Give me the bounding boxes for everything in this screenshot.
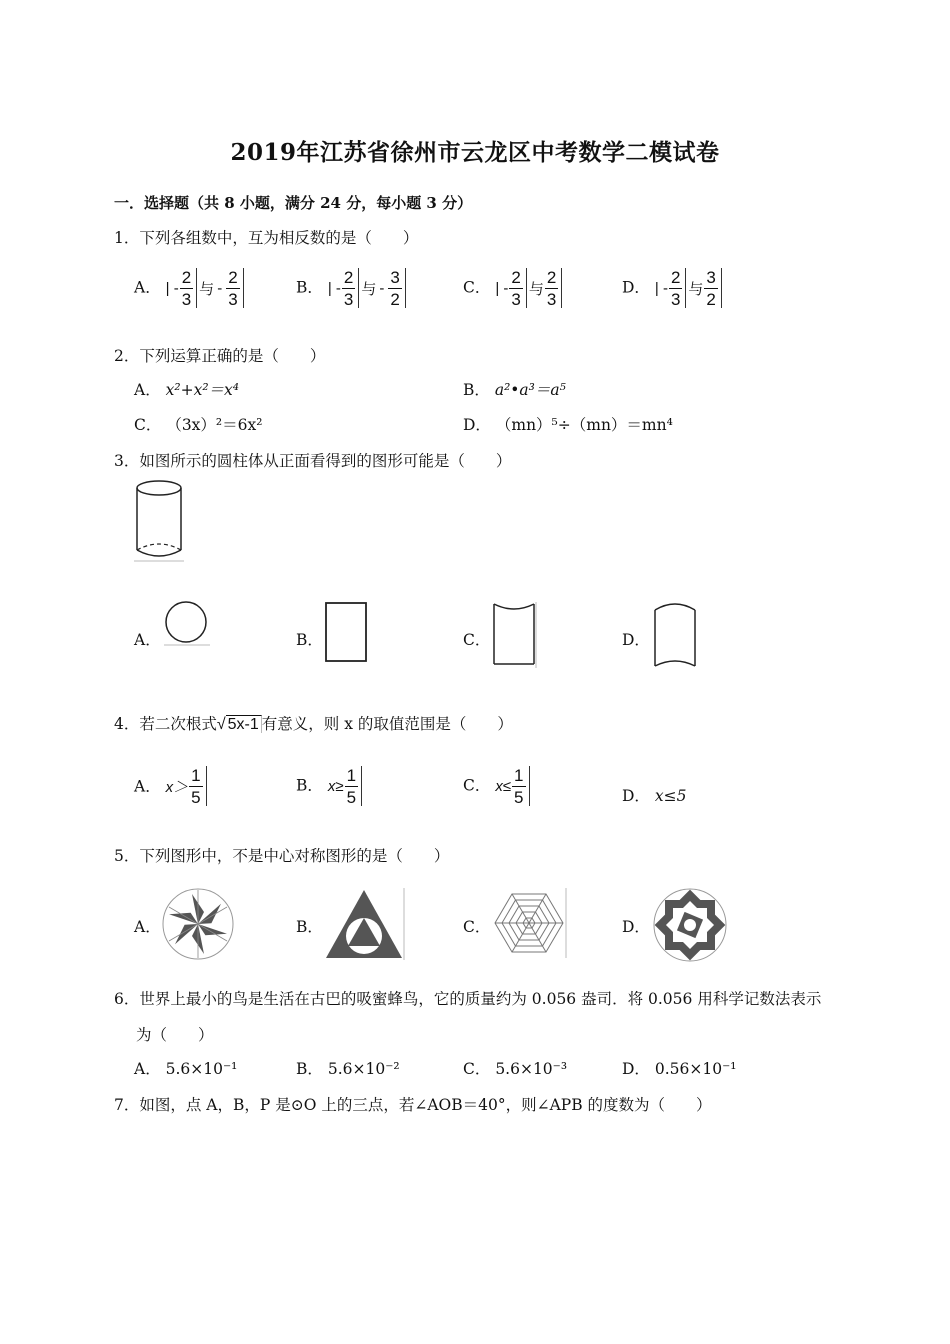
numerator: 3 xyxy=(706,267,716,287)
option-label: B． xyxy=(463,381,490,399)
question-2-stem: 2．下列运算正确的是（ ） xyxy=(114,347,326,365)
q2-option-a[interactable] xyxy=(134,378,239,400)
option-text: a²•a³＝a⁵ xyxy=(494,381,566,399)
denominator: 3 xyxy=(546,289,557,309)
question-6-stem-line1: 6．世界上最小的鸟是生活在古巴的吸蜜蜂鸟，它的质量约为 0.056 盎司．将 0.056 用科学记数法表示 xyxy=(114,990,822,1008)
option-label: D． xyxy=(622,278,650,297)
abs-bar xyxy=(526,268,527,308)
option-label: A． xyxy=(134,777,161,796)
abs-bar xyxy=(685,268,686,308)
option-label: D． xyxy=(622,787,650,805)
curved-bottom-shape xyxy=(490,600,540,670)
section-heading: 一．选择题（共 8 小题，满分 24 分，每小题 3 分） xyxy=(114,194,473,212)
relation: x＞ xyxy=(165,778,189,796)
rectangle-shape xyxy=(322,600,370,664)
option-label: C． xyxy=(463,918,491,936)
q4-option-d[interactable] xyxy=(622,784,686,806)
numerator: 2 xyxy=(228,267,238,287)
option-label: A． xyxy=(134,278,161,297)
abs-prefix: | - xyxy=(495,279,509,297)
fraction xyxy=(545,269,558,308)
q6-option-b[interactable] xyxy=(296,1057,400,1079)
frac-border xyxy=(529,766,530,806)
connector: 与 xyxy=(361,280,377,298)
denominator: 3 xyxy=(670,289,681,309)
q5-option-b[interactable] xyxy=(296,915,323,937)
q6-option-c[interactable] xyxy=(463,1057,567,1079)
stem-pre: 4．若二次根式 xyxy=(114,715,217,733)
radicand: 5x-1 xyxy=(226,715,262,733)
frac-border xyxy=(561,268,562,308)
option-text: 0.56×10⁻¹ xyxy=(654,1060,737,1078)
option-label: D． xyxy=(463,416,491,434)
q1-option-c[interactable] xyxy=(463,268,564,308)
q3-option-b[interactable] xyxy=(296,628,323,650)
option-label: B． xyxy=(296,278,323,297)
relation: x≤ xyxy=(495,777,512,795)
arched-shape xyxy=(651,600,701,670)
fraction xyxy=(512,767,525,806)
frac-border xyxy=(243,268,244,308)
option-text: （3x）²＝6x² xyxy=(166,416,263,434)
q3-option-a[interactable] xyxy=(134,628,161,650)
option-label: A． xyxy=(134,631,161,649)
denominator: 3 xyxy=(511,289,521,309)
abs-bar xyxy=(358,268,359,308)
option-label: D． xyxy=(622,631,650,649)
q4-option-c[interactable] xyxy=(463,766,532,806)
denominator: 3 xyxy=(228,289,238,309)
numerator: 2 xyxy=(343,267,354,287)
question-3-stem: 3．如图所示的圆柱体从正面看得到的图形可能是（ ） xyxy=(114,452,512,470)
frac-border xyxy=(721,268,722,308)
fraction xyxy=(342,269,355,308)
q5-option-c[interactable] xyxy=(463,915,490,937)
q4-option-a[interactable] xyxy=(134,766,209,806)
numerator: 3 xyxy=(390,267,400,287)
relation: x≥ xyxy=(327,777,344,795)
q3-option-d[interactable] xyxy=(622,628,650,650)
q2-option-c[interactable] xyxy=(134,413,262,435)
option-text: x²+x²＝x⁴ xyxy=(165,381,239,399)
hexagon-web-figure xyxy=(490,886,568,960)
q2-option-b[interactable] xyxy=(463,378,566,400)
fraction xyxy=(189,767,202,806)
option-label: B． xyxy=(296,1060,323,1078)
q1-option-a[interactable] xyxy=(134,268,246,308)
option-label: C． xyxy=(134,416,162,434)
numerator: 1 xyxy=(514,765,524,785)
q6-option-a[interactable] xyxy=(134,1057,237,1079)
numerator: 1 xyxy=(191,765,201,785)
option-text: （mn）⁵÷（mn）＝mn⁴ xyxy=(495,416,673,434)
stem-post: 有意义，则 x 的取值范围是（ ） xyxy=(261,715,513,733)
abs-prefix: | - xyxy=(654,279,668,297)
circle-shape xyxy=(162,600,210,646)
option-label: C． xyxy=(463,1060,491,1078)
denominator: 2 xyxy=(706,289,716,309)
option-label: C． xyxy=(463,278,491,297)
question-6-stem-line2: 为（ ） xyxy=(136,1026,214,1044)
option-label: A． xyxy=(134,918,161,936)
numerator: 1 xyxy=(346,765,357,785)
denominator: 5 xyxy=(514,787,524,807)
option-label: A． xyxy=(134,381,161,399)
numerator: 2 xyxy=(511,267,521,287)
option-label: B． xyxy=(296,776,323,795)
denominator: 3 xyxy=(181,289,192,309)
abs-bar xyxy=(196,268,197,308)
minus-sign: - xyxy=(217,279,223,297)
pinwheel-star-figure xyxy=(160,886,236,962)
cylinder-figure xyxy=(134,478,184,562)
denominator: 3 xyxy=(343,289,354,309)
option-text: 5.6×10⁻³ xyxy=(495,1060,568,1078)
q3-option-c[interactable] xyxy=(463,628,490,650)
option-label: B． xyxy=(296,918,323,936)
fraction xyxy=(388,269,401,308)
numerator: 2 xyxy=(181,267,192,287)
option-label: D． xyxy=(622,918,650,936)
question-5-stem: 5．下列图形中，不是中心对称图形的是（ ） xyxy=(114,847,450,865)
fraction xyxy=(226,269,239,308)
question-1-stem: 1．下列各组数中，互为相反数的是（ ） xyxy=(114,229,419,247)
option-label: C． xyxy=(463,776,491,795)
numerator: 2 xyxy=(546,267,557,287)
q2-option-d[interactable] xyxy=(463,413,673,435)
abs-prefix: | - xyxy=(327,279,341,297)
minus-sign: - xyxy=(379,279,385,297)
connector: 与 xyxy=(199,280,215,298)
q1-option-d[interactable] xyxy=(622,268,724,308)
fraction xyxy=(669,269,682,308)
option-text: 5.6×10⁻² xyxy=(327,1060,400,1078)
question-7-stem: 7．如图，点 A，B，P 是⊙O 上的三点，若∠AOB＝40°，则∠APB 的度数为（ ） xyxy=(114,1096,712,1114)
q1-option-b[interactable] xyxy=(296,268,408,308)
page-title: 2019年江苏省徐州市云龙区中考数学二模试卷 xyxy=(230,139,720,166)
option-text: 5.6×10⁻¹ xyxy=(165,1060,238,1078)
fraction xyxy=(509,269,522,308)
connector: 与 xyxy=(688,280,704,298)
q4-option-b[interactable] xyxy=(296,766,364,806)
frac-border xyxy=(206,766,207,806)
q5-option-a[interactable] xyxy=(134,915,161,937)
q6-option-d[interactable] xyxy=(622,1057,737,1079)
q5-option-d[interactable] xyxy=(622,915,650,937)
question-4-stem xyxy=(114,712,513,734)
triangle-circle-figure xyxy=(322,886,406,962)
denominator: 5 xyxy=(346,787,357,807)
frac-border xyxy=(405,268,406,308)
connector: 与 xyxy=(528,280,544,298)
octagram-figure xyxy=(650,886,730,964)
option-label: B． xyxy=(296,631,323,649)
fraction xyxy=(345,767,358,806)
option-label: C． xyxy=(463,631,491,649)
option-label: D． xyxy=(622,1060,650,1078)
fraction xyxy=(180,269,193,308)
denominator: 2 xyxy=(390,289,400,309)
numerator: 2 xyxy=(670,267,681,287)
radical: √ 5x-1 xyxy=(217,715,262,733)
option-text: x≤5 xyxy=(654,787,687,805)
fraction xyxy=(704,269,717,308)
abs-prefix: | - xyxy=(165,279,179,297)
option-label: A． xyxy=(134,1060,161,1078)
frac-border xyxy=(361,766,362,806)
denominator: 5 xyxy=(191,787,201,807)
